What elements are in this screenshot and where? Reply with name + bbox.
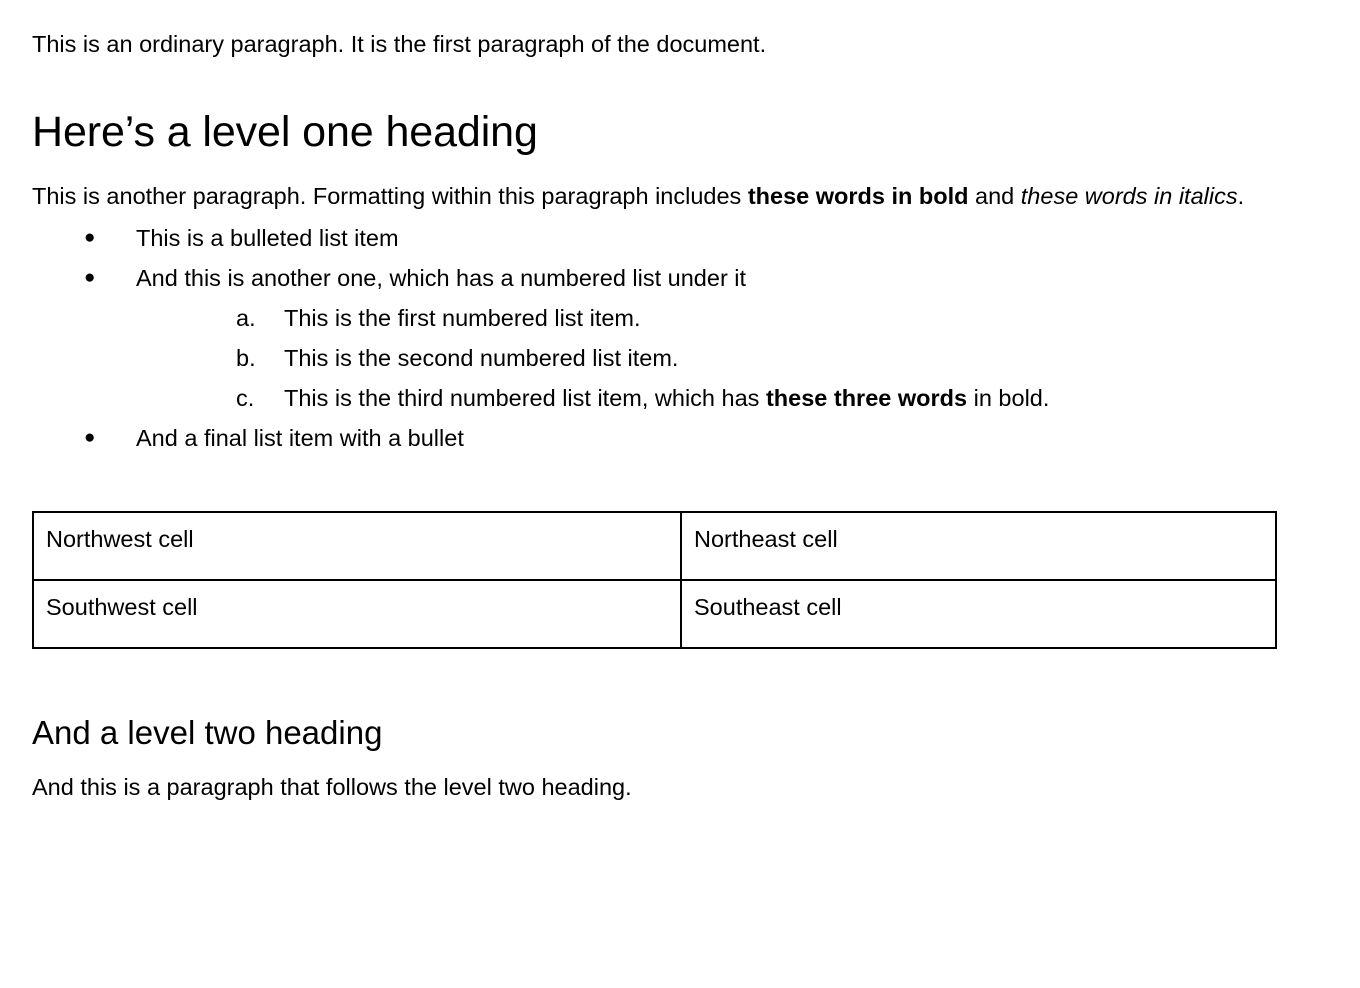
first-paragraph: This is an ordinary paragraph. It is the first paragraph of the document. — [32, 31, 767, 57]
bullet-icon: ● — [84, 227, 96, 249]
numbered-list-item-label: This is the second numbered list item. — [284, 345, 679, 372]
spacer — [32, 649, 1324, 713]
bulleted-list — [32, 219, 1324, 459]
paragraph-text-segment: and — [968, 183, 1021, 210]
numbered-list-item — [236, 379, 1324, 419]
numbered-list-item — [236, 299, 1324, 339]
list-number-marker: a. — [236, 305, 256, 332]
numbered-list-item — [236, 339, 1324, 379]
table-cell: Northeast cell — [681, 512, 1276, 580]
bold-phrase-one: these words in bold — [747, 183, 969, 210]
second-paragraph — [32, 180, 1324, 213]
list-number-marker: c. — [236, 385, 255, 412]
numbered-list-item-label-tail: in bold. — [967, 385, 1050, 412]
heading-level-one: Here’s a level one heading — [32, 108, 538, 157]
table-cell: Northwest cell — [33, 512, 681, 580]
final-paragraph: And this is a paragraph that follows the level two heading. — [32, 773, 632, 800]
bullet-icon: ● — [84, 427, 96, 449]
bullet-icon: ● — [84, 267, 96, 289]
paragraph-text-segment: . — [1237, 183, 1245, 210]
table-cell: Southeast cell — [681, 580, 1276, 648]
italic-phrase-one: these words in italics — [1020, 183, 1238, 210]
numbered-list-item-label: This is the third numbered list item, which has — [284, 385, 766, 412]
doc-table — [32, 511, 1277, 649]
numbered-list — [136, 299, 1324, 419]
table-row — [33, 512, 1276, 580]
table-cell: Southwest cell — [33, 580, 681, 648]
list-number-marker: b. — [236, 345, 256, 372]
list-item-label: And a final list item with a bullet — [136, 425, 464, 452]
list-item — [84, 419, 1324, 459]
list-item — [84, 219, 1324, 259]
table-row — [33, 580, 1276, 648]
numbered-list-item-label: This is the first numbered list item. — [284, 305, 641, 332]
list-item-label: And this is another one, which has a numbered list under it — [136, 265, 747, 292]
list-item-label: This is a bulleted list item — [136, 225, 399, 252]
paragraph-text-segment: This is another paragraph. Formatting within this paragraph includes — [32, 183, 748, 210]
heading-level-two: And a level two heading — [32, 714, 383, 752]
bold-phrase-two: these three words — [765, 385, 968, 412]
list-item — [84, 259, 1324, 419]
